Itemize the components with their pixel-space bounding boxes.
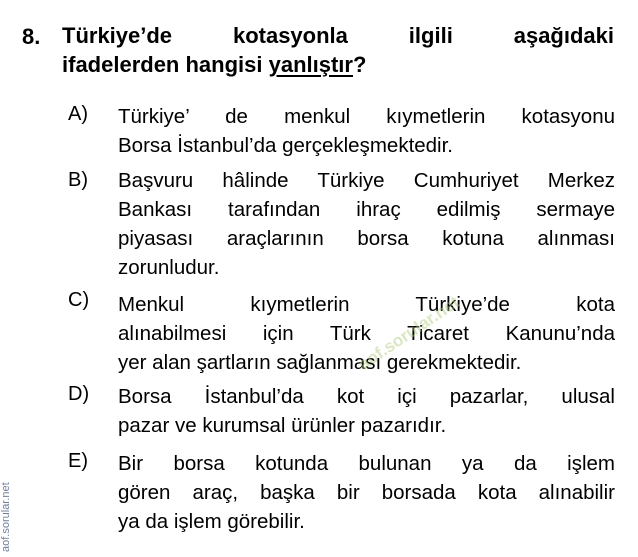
option-c-line-3: yer alan şartların sağlanması gerekmektedir.	[118, 351, 522, 374]
question-stem-line-2	[62, 50, 614, 79]
question-stem	[62, 21, 614, 79]
option-e-line-1: Bir borsa kotunda bulunan ya da işlem	[118, 452, 615, 475]
option-e-letter: E)	[68, 450, 88, 472]
option-b-letter: B)	[68, 169, 88, 191]
question-stem-suffix: ?	[352, 52, 367, 77]
option-b-text	[118, 166, 615, 282]
option-b-line-4: zorunludur.	[118, 256, 220, 279]
option-c-line-2: alınabilmesi için Türk Ticaret Kanunu’nda	[118, 322, 615, 345]
option-b-line-3: piyasası araçlarının borsa kotuna alınması	[118, 227, 615, 250]
option-d-line-2: pazar ve kurumsal ürünler pazarıdır.	[118, 414, 447, 437]
question-stem-emphasis: yanlıştır	[268, 52, 353, 77]
option-e-line-3: ya da işlem görebilir.	[118, 510, 305, 533]
question-stem-prefix: ifadelerden hangisi	[62, 52, 269, 77]
question-stem-line-1: Türkiye’de kotasyonla ilgili aşağıdaki	[62, 23, 614, 48]
question-number: 8.	[22, 24, 41, 49]
option-d-text	[118, 382, 615, 440]
option-a-line-2: Borsa İstanbul’da gerçekleşmektedir.	[118, 134, 454, 157]
option-a-text	[118, 102, 615, 160]
diagonal-watermark: aof.sorular.net	[355, 292, 463, 374]
option-c-line-1: Menkul kıymetlerin Türkiye’de kota	[118, 293, 615, 316]
option-e-text	[118, 449, 615, 536]
option-e-line-2: gören araç, başka bir borsada kota alınabilir	[118, 481, 615, 504]
option-b-line-1: Başvuru hâlinde Türkiye Cumhuriyet Merkez	[118, 169, 615, 192]
option-a-line-1: Türkiye’ de menkul kıymetlerin kotasyonu	[118, 105, 615, 128]
option-d-letter: D)	[68, 383, 90, 405]
option-d-line-1: Borsa İstanbul’da kot içi pazarlar, ulusal	[118, 385, 615, 408]
option-a-letter: A)	[68, 103, 88, 125]
side-watermark: aof.sorular.net	[0, 482, 12, 552]
option-c-letter: C)	[68, 289, 90, 311]
option-b-line-2: Bankası tarafından ihraç edilmiş sermaye	[118, 198, 615, 221]
